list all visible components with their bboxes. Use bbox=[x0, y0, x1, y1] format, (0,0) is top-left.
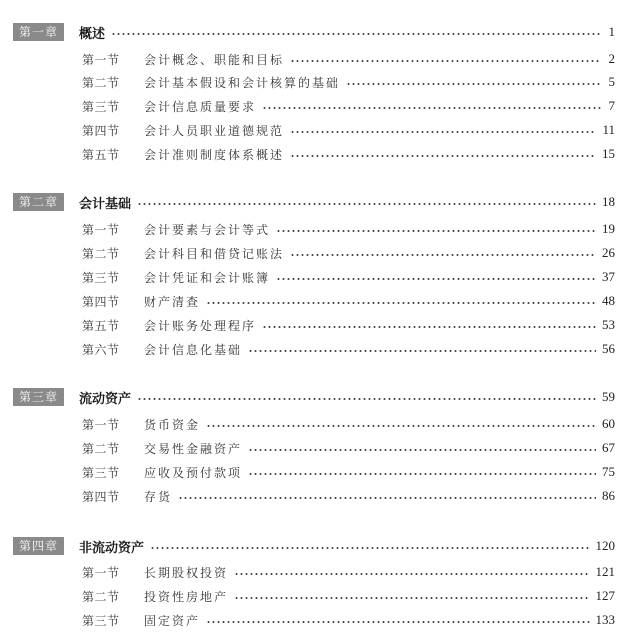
chapter-title: 非流动资产 bbox=[79, 540, 145, 556]
section-title: 会计科目和借贷记账法 bbox=[144, 246, 285, 261]
page-number: 15 bbox=[602, 146, 615, 161]
section-number: 第二节 bbox=[82, 589, 120, 604]
section-title: 会计概念、职能和目标 bbox=[144, 52, 285, 67]
page-number: 56 bbox=[602, 341, 615, 356]
page-number: 53 bbox=[602, 317, 615, 332]
dot-leader bbox=[178, 497, 596, 499]
chapter-label-badge: 第三章 bbox=[13, 388, 64, 406]
section-title: 会计信息质量要求 bbox=[144, 99, 257, 114]
section-title: 会计账务处理程序 bbox=[144, 318, 257, 333]
toc-chapter-entry[interactable] bbox=[13, 22, 615, 42]
toc-section-entry[interactable] bbox=[82, 486, 615, 506]
section-title: 应收及预付款项 bbox=[144, 465, 243, 480]
toc-section-entry[interactable] bbox=[82, 96, 615, 116]
page-number: 67 bbox=[602, 440, 615, 455]
page-number: 7 bbox=[608, 98, 615, 113]
section-number: 第三节 bbox=[82, 270, 120, 285]
section-number: 第六节 bbox=[82, 342, 120, 357]
section-title: 会计信息化基础 bbox=[144, 342, 243, 357]
dot-leader bbox=[346, 83, 601, 85]
toc-chapter-entry[interactable] bbox=[13, 192, 615, 212]
page-number: 19 bbox=[602, 221, 615, 236]
dot-leader bbox=[290, 60, 601, 62]
chapter-label-badge: 第四章 bbox=[13, 537, 64, 555]
dot-leader bbox=[137, 398, 596, 400]
section-title: 存货 bbox=[144, 489, 173, 504]
toc-chapter-entry[interactable] bbox=[13, 536, 615, 556]
section-number: 第二节 bbox=[82, 75, 120, 90]
toc-section-entry[interactable] bbox=[82, 120, 615, 140]
dot-leader bbox=[248, 350, 596, 352]
page-number: 59 bbox=[602, 389, 615, 404]
section-number: 第五节 bbox=[82, 147, 120, 162]
dot-leader bbox=[111, 33, 601, 35]
page-number: 1 bbox=[608, 24, 615, 39]
section-number: 第三节 bbox=[82, 99, 120, 114]
toc-section-entry[interactable] bbox=[82, 339, 615, 359]
page-number: 86 bbox=[602, 488, 615, 503]
section-number: 第一节 bbox=[82, 52, 120, 67]
section-title: 货币资金 bbox=[144, 417, 201, 432]
page-number: 121 bbox=[595, 564, 615, 579]
section-number: 第四节 bbox=[82, 123, 120, 138]
dot-leader bbox=[248, 473, 596, 475]
dot-leader bbox=[206, 621, 589, 623]
chapter-title: 会计基础 bbox=[79, 196, 132, 212]
page-number: 5 bbox=[608, 74, 615, 89]
section-title: 长期股权投资 bbox=[144, 565, 229, 580]
page-number: 127 bbox=[595, 588, 615, 603]
toc-section-entry[interactable] bbox=[82, 49, 615, 69]
toc-section-entry[interactable] bbox=[82, 438, 615, 458]
toc-section-entry[interactable] bbox=[82, 562, 615, 582]
section-title: 会计凭证和会计账簿 bbox=[144, 270, 271, 285]
section-title: 会计要素与会计等式 bbox=[144, 222, 271, 237]
section-number: 第一节 bbox=[82, 565, 120, 580]
section-title: 会计基本假设和会计核算的基础 bbox=[144, 75, 341, 90]
dot-leader bbox=[248, 449, 596, 451]
dot-leader bbox=[150, 547, 589, 549]
section-number: 第二节 bbox=[82, 246, 120, 261]
section-number: 第三节 bbox=[82, 465, 120, 480]
section-number: 第五节 bbox=[82, 318, 120, 333]
dot-leader bbox=[290, 131, 596, 133]
dot-leader bbox=[137, 203, 596, 205]
page-number: 37 bbox=[602, 269, 615, 284]
toc-section-entry[interactable] bbox=[82, 72, 615, 92]
page-number: 48 bbox=[602, 293, 615, 308]
dot-leader bbox=[262, 326, 596, 328]
section-number: 第一节 bbox=[82, 417, 120, 432]
page-number: 120 bbox=[595, 538, 615, 553]
section-title: 投资性房地产 bbox=[144, 589, 229, 604]
page-number: 2 bbox=[608, 51, 615, 66]
toc-chapter-entry[interactable] bbox=[13, 387, 615, 407]
page-number: 18 bbox=[602, 194, 615, 209]
dot-leader bbox=[290, 254, 596, 256]
section-number: 第一节 bbox=[82, 222, 120, 237]
toc-section-entry[interactable] bbox=[82, 414, 615, 434]
toc-section-entry[interactable] bbox=[82, 315, 615, 335]
chapter-title: 流动资产 bbox=[79, 391, 132, 407]
dot-leader bbox=[206, 302, 596, 304]
section-number: 第二节 bbox=[82, 441, 120, 456]
page-number: 26 bbox=[602, 245, 615, 260]
chapter-label-badge: 第二章 bbox=[13, 193, 64, 211]
dot-leader bbox=[290, 155, 596, 157]
section-number: 第三节 bbox=[82, 613, 120, 628]
chapter-label-badge: 第一章 bbox=[13, 23, 64, 41]
toc-section-entry[interactable] bbox=[82, 144, 615, 164]
page-number: 60 bbox=[602, 416, 615, 431]
dot-leader bbox=[276, 278, 596, 280]
dot-leader bbox=[262, 107, 601, 109]
toc-section-entry[interactable] bbox=[82, 219, 615, 239]
dot-leader bbox=[234, 573, 589, 575]
dot-leader bbox=[276, 230, 596, 232]
section-title: 交易性金融资产 bbox=[144, 441, 243, 456]
chapter-title: 概述 bbox=[79, 26, 106, 42]
page-number: 11 bbox=[602, 122, 615, 137]
toc-section-entry[interactable] bbox=[82, 243, 615, 263]
page-number: 133 bbox=[595, 612, 615, 627]
toc-section-entry[interactable] bbox=[82, 610, 615, 630]
toc-section-entry[interactable] bbox=[82, 462, 615, 482]
toc-section-entry[interactable] bbox=[82, 291, 615, 311]
section-title: 会计人员职业道德规范 bbox=[144, 123, 285, 138]
section-title: 财产清查 bbox=[144, 294, 201, 309]
section-title: 固定资产 bbox=[144, 613, 201, 628]
section-title: 会计准则制度体系概述 bbox=[144, 147, 285, 162]
page-number: 75 bbox=[602, 464, 615, 479]
dot-leader bbox=[234, 597, 589, 599]
dot-leader bbox=[206, 425, 596, 427]
section-number: 第四节 bbox=[82, 489, 120, 504]
toc-section-entry[interactable] bbox=[82, 267, 615, 287]
section-number: 第四节 bbox=[82, 294, 120, 309]
toc-section-entry[interactable] bbox=[82, 586, 615, 606]
